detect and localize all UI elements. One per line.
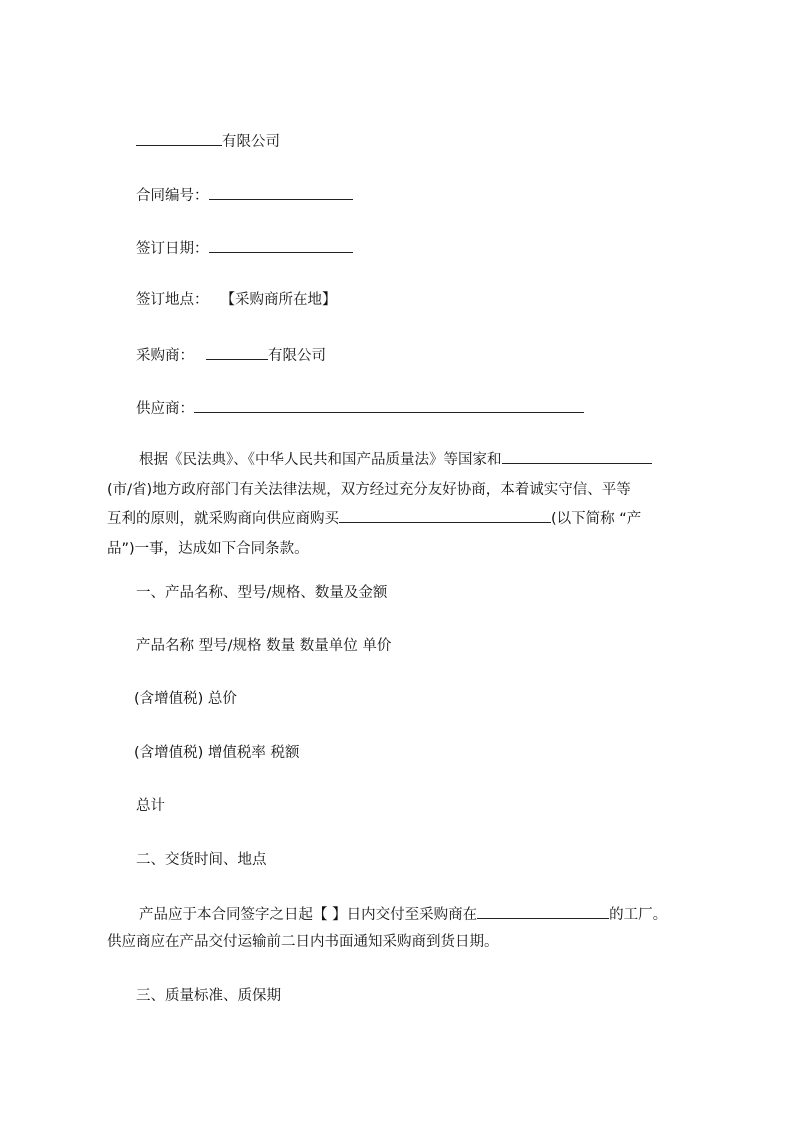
section1-total: 总计 <box>136 798 165 814</box>
section2-title: 二、交货时间、地点 <box>136 852 267 868</box>
buyer-blank <box>206 345 268 360</box>
section2-line1b: 的工厂。 <box>609 907 668 923</box>
section2-line1a: 产品应于本合同签字之日起【 】日内交付至采购商在 <box>139 907 478 923</box>
intro-line-3a: 互利的原则，就采购商向供应商购买 <box>107 511 339 527</box>
intro-line-2: (市/省)地方政府部门有关法律法规，双方经过充分友好协商，本着诚实守信、平等 <box>107 481 631 498</box>
buyer-suffix: 有限公司 <box>268 348 326 364</box>
sign-place-value: 【采购商所在地】 <box>220 292 337 308</box>
intro-line-4: 品”)一事，达成如下合同条款。 <box>107 540 309 557</box>
intro-product-blank <box>339 508 551 523</box>
sign-date-blank <box>209 238 353 253</box>
company-name-blank <box>136 131 222 146</box>
section3-title: 三、质量标准、质保期 <box>136 988 281 1004</box>
sign-place-line <box>136 291 337 309</box>
section1-header-row2: (含增值税) 总价 <box>134 691 237 707</box>
sign-date-line <box>136 238 353 258</box>
supplier-blank <box>194 398 584 413</box>
section1-header-row3: (含增值税) 增值税率 税额 <box>134 745 300 761</box>
contract-number-blank <box>209 185 353 200</box>
section1-header-row1: 产品名称 型号/规格 数量 数量单位 单价 <box>136 638 392 654</box>
factory-location-blank <box>477 904 609 919</box>
section1-title: 一、产品名称、型号/规格、数量及金额 <box>136 585 388 601</box>
sign-date-label: 签订日期： <box>136 241 209 257</box>
intro-line-1: 根据《民法典》、《中华人民共和国产品质量法》等国家和 <box>139 452 502 468</box>
company-suffix: 有限公司 <box>222 134 280 150</box>
intro-location-blank <box>502 449 652 464</box>
section2-line1 <box>139 904 667 924</box>
intro-paragraph <box>107 446 707 564</box>
section2-line2: 供应商应在产品交付运输前二日内书面通知采购商到货日期。 <box>107 934 499 950</box>
sign-place-label: 签订地点： <box>136 292 209 308</box>
supplier-line <box>136 398 584 418</box>
buyer-line <box>136 345 326 365</box>
contract-number-line <box>136 185 353 205</box>
supplier-label: 供应商： <box>136 401 194 417</box>
intro-line-3b: (以下简称 “产 <box>551 511 642 527</box>
buyer-label: 采购商： <box>136 348 194 364</box>
contract-number-label: 合同编号： <box>136 188 209 204</box>
company-name-line <box>136 131 280 151</box>
